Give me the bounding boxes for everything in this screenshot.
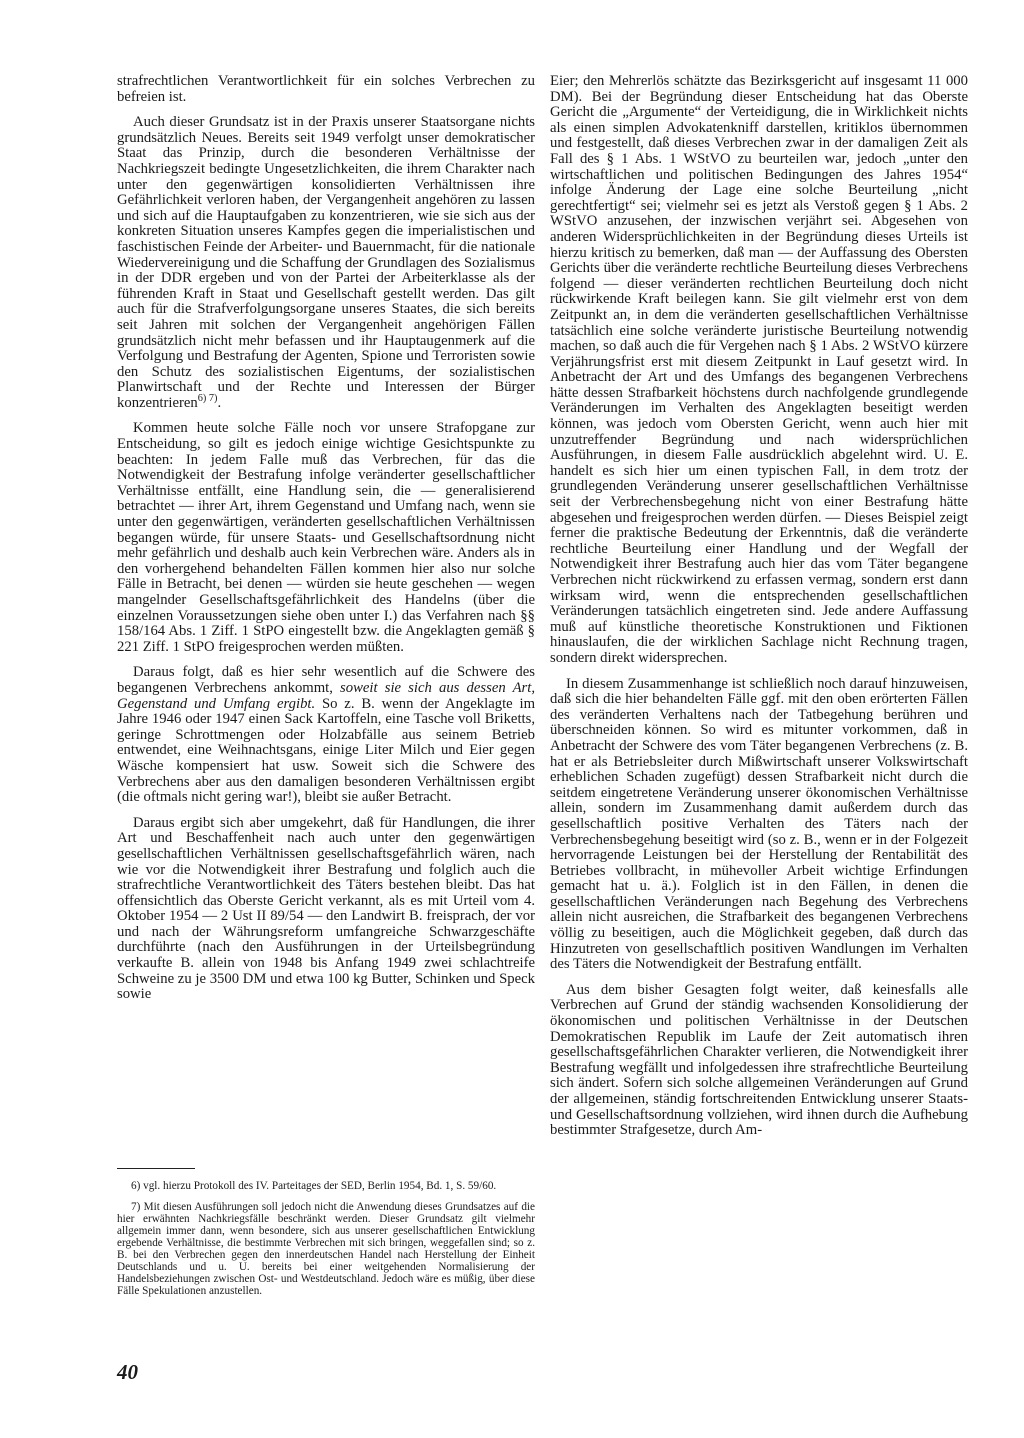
paragraph-text: So z. B. wenn der Angeklagte im Jahre 1946 oder 1947 einen Sack Kartoffeln, eine Tasche voll Briketts, geringe Schrottmengen oder Holzabfälle aus seinem Betrieb entwendet, eine Weihnachtsgans, einige Liter Milch und Eier gegen Wäsche kompensiert hat usw. Soweit sich die Schwere des Verbrechens aber aus den damaligen besonderen Verhältnissen ergibt (die oftmals nicht gering war!), bleibt sie außer Betracht. (117, 695, 535, 806)
paragraph: strafrechtlichen Verantwortlichkeit für ein solches Verbrechen zu befreien ist. (117, 73, 535, 105)
footnote-reference: 6) 7) (197, 392, 218, 404)
footnote-6: 6) vgl. hierzu Protokoll des IV. Parteitages der SED, Berlin 1954, Bd. 1, S. 59/60. (131, 1180, 497, 1192)
paragraph (117, 115, 535, 411)
right-column (550, 74, 968, 1149)
footnote-7: 7) Mit diesen Ausführungen soll jedoch nicht die Anwendung dieses Grundsatzes auf die hier erwähnten Nachkriegsfälle beschränkt werden. Dieser Grundsatz gilt vielmehr allgemein immer dann, wenn besondere, sich aus unserer gesellschaftlichen Entwicklung ergebende Verhältnisse, die bestimmte Verbrechen mit sich bringen, weggefallen sind; so z. B. bei den Verbrechen gegen den innerdeutschen Handel nach Herstellung der Einheit Deutschlands und u. U. bereits bei einer weitgehenden Normalisierung der Handelsbeziehungen zwischen Ost- und Westdeutschland. Jedoch wäre es müßig, über diese Fälle Spekulationen anzustellen. (117, 1201, 535, 1297)
paragraph: In diesem Zusammenhange ist schließlich noch darauf hinzuweisen, daß sich die hier behandelten Fälle ggf. mit den oben erörterten Fällen des veränderten Verhaltens nach der Tatbegehung berühren und überschneiden können. So wird es mitunter vorkommen, daß in Anbetracht der Schwere des vom Täter begangenen Verbrechens (z. B. hat er als Betriebsleiter durch Mißwirtschaft unserer Volkswirtschaft erheblichen Schaden zugefügt) dessen Strafbarkeit nicht durch die seitdem eingetretene Veränderung unserer ökonomischen Verhältnisse allein, sondern im Zusammenhang damit außerdem durch das gesellschaftlich positive Verhalten des Täters nach der Verbrechensbegehung beseitigt wird (so z. B., wenn er in der Folgezeit hervorragende Leistungen bei der Herstellung der Rentabilität des Betriebes vollbracht, in mühevoller Arbeit wichtige Erfindungen gemacht hat u. ä.). Folglich ist in den Fällen, in denen die gesellschaftlichen Veränderungen nach Begehung des Verbrechens allein nicht ausreichen, die Strafbarkeit des begangenen Verbrechens völlig zu beseitigen, auch die Möglichkeit gegeben, daß durch das Hinzutreten von gesellschaftlich positiven Wandlungen im Verhalten des Täters die Notwendigkeit der Bestrafung entfällt. (550, 675, 968, 973)
footnotes (117, 1180, 535, 1306)
left-column (117, 74, 535, 1013)
paragraph (117, 665, 535, 805)
paragraph-text: Auch dieser Grundsatz ist in der Praxis unserer Staatsorgane nichts grundsätzlich Neues. Bereits seit 1949 verfolgt unser demokratischer Staat das Prinzip, durch die besonderen Verhältnisse der Nachkriegszeit bedingte Ungesetzlichkeiten, die ihrem Charakter nach unter den gegenwärtigen konsolidierten Verhältnissen ihre Gefährlichkeit verloren haben, der Vergangenheit angehören zu lassen und sich auf die Hauptaufgaben zu konzentrieren, wie sie sich aus der konkreten Situation unseres Kampfes gegen die imperialistischen und faschistischen Feinde der Arbeiter- und Bauernmacht, für die nationale Wiedervereinigung und die Schaffung der Grundlagen des Sozialismus in der DDR ergeben und von der Partei der Arbeiterklasse als der führenden Kraft in Staat und Gesellschaft gestellt werden. Das gilt auch für die Strafverfolgungsorgane unseres Staates, die sich bereits seit Jahren mit solchen der Vergangenheit angehörigen Fällen grundsätzlich nicht mehr befassen und ihr Hauptaugenmerk auf die Verfolgung und Bestrafung der Agenten, Spione und Terroristen sowie den Schutz des sozialistischen Eigentums, der sozialistischen Planwirtschaft und der Rechte und Interessen der Bürger konzentrieren (117, 114, 535, 411)
paragraph: Daraus ergibt sich aber umgekehrt, daß für Handlungen, die ihrer Art und Beschaffenheit nach auch unter den gegenwärtigen gesellschaftlichen Verhältnissen gesellschaftsgefährlich wären, nach wie vor die Notwendigkeit ihrer Bestrafung und folglich auch die strafrechtliche Verantwortlichkeit des Täters bestehen bleibt. Das hat offensichtlich das Oberste Gericht verkannt, als es mit Urteil vom 4. Oktober 1954 — 2 Ust II 89/54 — den Landwirt B. freisprach, der vor und nach der Währungsreform umfangreiche Schwarzgeschäfte durchführte (nach den Ausführungen in der Urteilsbegründung verkaufte B. allein von 1948 bis Anfang 1949 zwei schlachtreife Schweine zu je 3500 DM und etwa 100 kg Butter, Schinken und Speck sowie (117, 814, 535, 1003)
footnote-divider (117, 1168, 195, 1169)
paragraph: Eier; den Mehrerlös schätzte das Bezirksgericht auf insgesamt 11 000 DM). Bei der Begründung dieser Entscheidung hat das Oberste Gericht die „Argumente“ der Verteidigung, die in Wirklichkeit nichts als einen simplen Advokatenkniff darstellen, kritiklos übernommen und festgestellt, daß dieses Verbrechen zwar in der damaligen Zeit als Fall des § 1 Abs. 1 WStVO zu beurteilen war, jedoch „unter den wirtschaftlichen und politischen Bedingungen des Jahres 1954“ infolge Änderung der Lage eine solche Beurteilung „nicht gerechtfertigt“ sei; vielmehr sei es jetzt als Verstoß gegen § 1 Abs. 2 WStVO anzusehen, der inzwischen verjährt sei. Abgesehen von anderen Widersprüchlichkeiten in der Begründung dieses Urteils ist hierzu kritisch zu bemerken, daß man — der Auffassung des Obersten Gerichts über die veränderte rechtliche Beurteilung dieses Verbrechens folgend — dieser veränderten rechtlichen Beurteilung doch nicht rückwirkende Kraft beilegen kann. Sie gilt vielmehr erst von dem Zeitpunkt an, in dem die veränderten gesellschaftlichen Verhältnisse tatsächlich eine solche veränderte juristische Beurteilung notwendig machen, so daß auch die für Vergehen nach § 1 Abs. 2 WStVO kürzere Verjährungsfrist erst mit diesem Zeitpunkt in Lauf gesetzt wird. In Anbetracht der Art und des Umfangs des begangenen Verbrechens hätte dessen Strafbarkeit höchstens durch nachfolgende grundlegende Veränderungen im Verhalten des Angeklagten beseitigt werden können, was jedoch vom Obersten Gericht, wenn auch hier mit unzutreffender Begründung und nach widersprüchlichen Ausführungen, in diesem Falle ausdrücklich abgelehnt wird. U. E. handelt es sich hier um einen typischen Fall, in dem trotz der grundlegenden Veränderung unserer gesellschaftlichen Verhältnisse seit der Verbrechensbegehung nicht von einer Bestrafung hätte abgesehen und freigesprochen werden dürfen. — Dieses Beispiel zeigt ferner die praktische Bedeutung der Erkenntnis, daß die veränderte rechtliche Beurteilung einer Handlung und der Wegfall der Notwendigkeit ihrer Bestrafung auch hier das vom Täter begangene Verbrechen nicht rückwirkend zu erfassen vermag, sondern erst dann wirksam wird, wenn die entsprechenden gesellschaftlichen Veränderungen tatsächlich eingetreten sind. Jede andere Auffassung muß auf künstliche theoretische Konstruktionen und Fiktionen hinauslaufen, die der wirklichen Sachlage nicht Rechnung tragen, sondern direkt widersprechen. (550, 73, 968, 666)
page-number: 40 (117, 1360, 138, 1384)
paragraph: Kommen heute solche Fälle noch vor unsere Strafорgane zur Entscheidung, so gilt es jedoch einige wichtige Gesichtspunkte zu beachten: In jedem Falle muß das Verbrechen, für das die Notwendigkeit der Bestrafung infolge veränderter gesellschaftlicher Verhältnisse entfällt, eine Handlung sein, die — generalisierend betrachtet — ihrer Art, ihrem Gegenstand und Umfang nach, wenn sie unter den gegenwärtigen, veränderten gesellschaftlichen Verhältnissen begangen würde, für unsere Staats- und Gesellschaftsordnung nicht mehr gefährlich und deshalb auch kein Verbrechen wäre. Anders als in den vorhergehend behandelten Fällen kommen hier also nur solche Fälle in Betracht, bei denen — würden sie heute geschehen — wegen mangelnder Gesellschaftsgefährlichkeit des Handelns (über die einzelnen Voraussetzungen siehe oben unter I.) das Verfahren nach §§ 158/164 Abs. 1 Ziff. 1 StPO eingestellt bzw. die Angeklagten gemäß § 221 Ziff. 1 StPO freigesprochen werden müßten. (117, 420, 535, 655)
emphasized-text: soweit sie sich aus dessen Art, Gegenstand und Umfang ergibt. (117, 679, 536, 712)
paragraph: Aus dem bisher Gesagten folgt weiter, daß keinesfalls alle Verbrechen auf Grund der ständig wachsenden Konsolidierung der ökonomischen und politischen Verhältnisse in der Deutschen Demokratischen Republik im Laufe der Zeit automatisch ihren gesellschaftsgefährlichen Charakter verlieren, die Notwendigkeit ihrer Bestrafung wegfällt und infolgedessen ihre strafrechtliche Beurteilung sich ändert. Sofern sich solche allgemeinen Veränderungen auf Grund der allgemeinen, ständig fortschreitenden Entwicklung unserer Staats- und Gesellschaftsordnung vollziehen, wird ihnen durch die Aufhebung bestimmter Strafgesetze, durch Am- (550, 981, 968, 1139)
paragraph-end: . (217, 394, 222, 411)
paragraph-text: Daraus folgt, daß es hier sehr wesentlich auf die Schwere des begangenen Verbrechens ankommt, (117, 664, 535, 696)
